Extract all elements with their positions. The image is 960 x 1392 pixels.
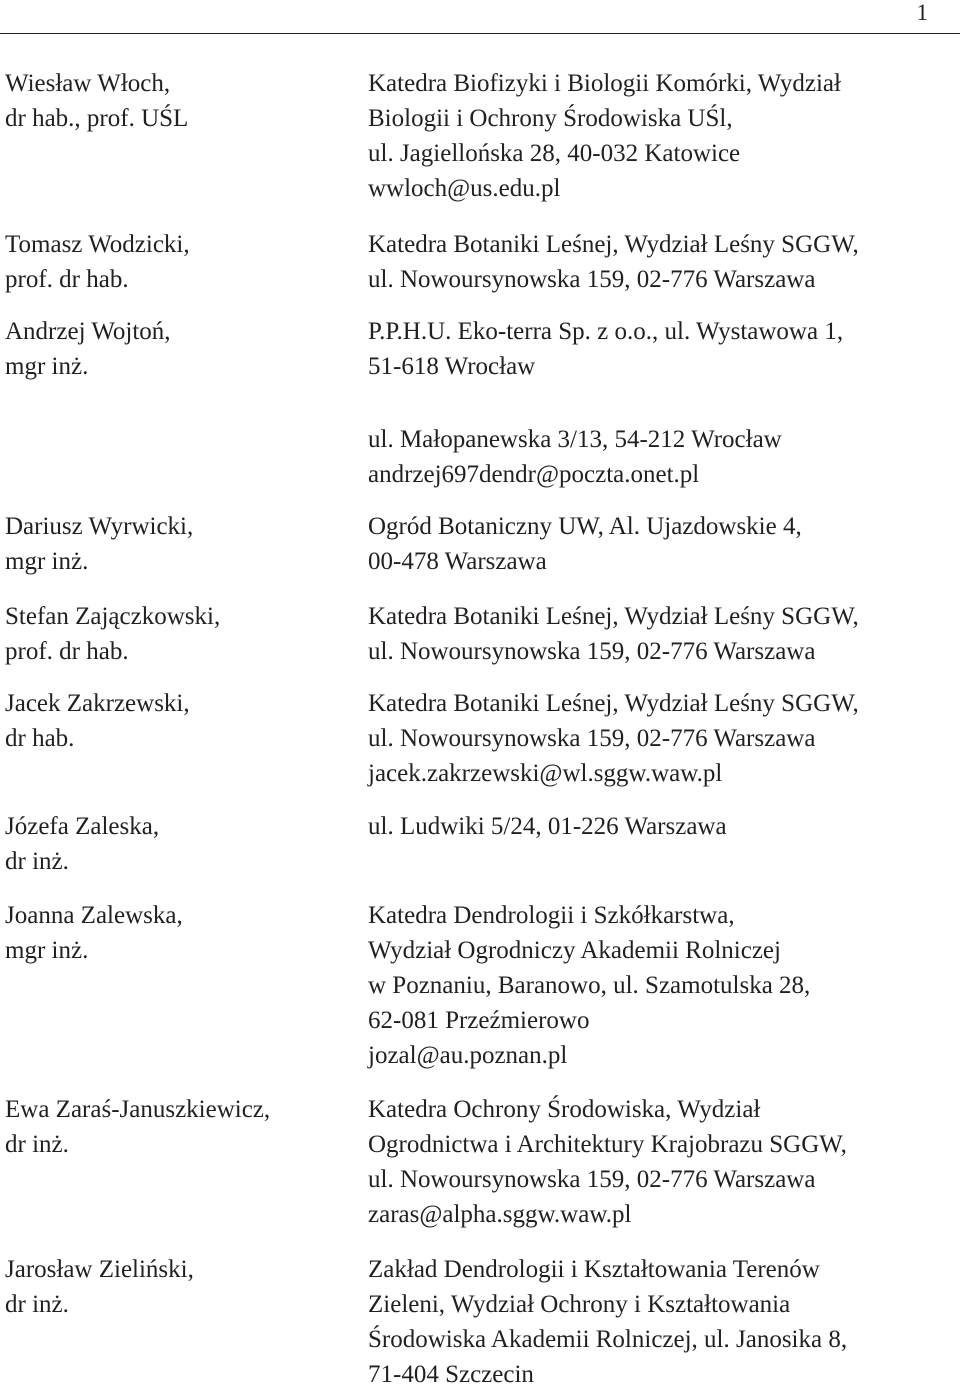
name-entry-zielinski [5, 1252, 194, 1322]
person-title: mgr inż. [5, 937, 89, 964]
address-line: ul. Małopanewska 3/13, 54-212 Wrocław [368, 426, 782, 453]
person-name: Dariusz Wyrwicki, [5, 513, 194, 540]
address-block-wojton-private [368, 422, 782, 492]
person-title: dr inż. [5, 1291, 69, 1318]
address-line: ul. Nowoursynowska 159, 02-776 Warszawa [368, 1166, 816, 1193]
person-name: Tomasz Wodzicki, [5, 231, 190, 258]
address-block-zajaczkowski [368, 599, 859, 669]
person-name: Wiesław Włoch, [5, 70, 171, 97]
person-title: prof. dr hab. [5, 638, 129, 665]
address-block-wyrwicki [368, 509, 802, 579]
address-line: 51-618 Wrocław [368, 353, 536, 380]
name-entry-zajaczkowski [5, 599, 220, 669]
email-text: andrzej697dendr@poczta.onet.pl [368, 461, 700, 488]
address-line: ul. Jagiellońska 28, 40-032 Katowice [368, 140, 741, 167]
address-block-zaleska [368, 809, 727, 844]
address-line: Zieleni, Wydział Ochrony i Kształtowania [368, 1291, 791, 1318]
email-text: jacek.zakrzewski@wl.sggw.waw.pl [368, 760, 723, 787]
address-line: Katedra Botaniki Leśnej, Wydział Leśny SGGW, [368, 603, 859, 630]
name-entry-wojton [5, 314, 171, 384]
name-entry-zaleska [5, 809, 159, 879]
address-block-zalewska [368, 898, 810, 1073]
address-line: Katedra Biofizyki i Biologii Komórki, Wydział [368, 70, 841, 97]
address-line: Wydział Ogrodniczy Akademii Rolniczej [368, 937, 781, 964]
person-name: Józefa Zaleska, [5, 813, 160, 840]
address-line: Zakład Dendrologii i Kształtowania Terenów [368, 1256, 820, 1283]
address-block-zaras-januszkiewicz [368, 1092, 847, 1232]
address-line: ul. Nowoursynowska 159, 02-776 Warszawa [368, 638, 816, 665]
email-text: zaras@alpha.sggw.waw.pl [368, 1201, 632, 1228]
name-entry-zalewska [5, 898, 183, 968]
address-line: 71-404 Szczecin [368, 1361, 534, 1388]
person-title: mgr inż. [5, 353, 89, 380]
name-entry-wloch [5, 66, 188, 136]
page-number: 1 [916, 0, 928, 25]
person-title: dr inż. [5, 848, 69, 875]
address-line: Katedra Botaniki Leśnej, Wydział Leśny SGGW, [368, 690, 859, 717]
address-block-zielinski [368, 1252, 847, 1392]
person-name: Jacek Zakrzewski, [5, 690, 190, 717]
person-title: dr hab., prof. UŚL [5, 105, 189, 132]
address-line: Katedra Dendrologii i Szkółkarstwa, [368, 902, 735, 929]
address-block-zakrzewski [368, 686, 859, 791]
address-line: 00-478 Warszawa [368, 548, 547, 575]
person-title: prof. dr hab. [5, 266, 129, 293]
address-line: Ogród Botaniczny UW, Al. Ujazdowskie 4, [368, 513, 802, 540]
address-line: Środowiska Akademii Rolniczej, ul. Janosika 8, [368, 1326, 848, 1353]
name-entry-wodzicki [5, 227, 190, 297]
name-entry-wyrwicki [5, 509, 193, 579]
person-title: dr inż. [5, 1131, 69, 1158]
address-line: Ogrodnictwa i Architektury Krajobrazu SGGW, [368, 1131, 847, 1158]
person-title: dr hab. [5, 725, 75, 752]
person-name: Stefan Zajączkowski, [5, 603, 221, 630]
address-block-wloch [368, 66, 841, 206]
person-name: Joanna Zalewska, [5, 902, 183, 929]
email-text: jozal@au.poznan.pl [368, 1042, 568, 1069]
address-line: w Poznaniu, Baranowo, ul. Szamotulska 28, [368, 972, 811, 999]
person-name: Andrzej Wojtoń, [5, 318, 171, 345]
address-line: Katedra Botaniki Leśnej, Wydział Leśny SGGW, [368, 231, 859, 258]
person-title: mgr inż. [5, 548, 89, 575]
address-line: ul. Ludwiki 5/24, 01-226 Warszawa [368, 813, 727, 840]
address-line: ul. Nowoursynowska 159, 02-776 Warszawa [368, 725, 816, 752]
address-line: 62-081 Przeźmierowo [368, 1007, 590, 1034]
address-block-wodzicki [368, 227, 859, 297]
address-line: Katedra Ochrony Środowiska, Wydział [368, 1096, 761, 1123]
address-line: ul. Nowoursynowska 159, 02-776 Warszawa [368, 266, 816, 293]
person-name: Jarosław Zieliński, [5, 1256, 194, 1283]
address-block-wojton [368, 314, 843, 384]
email-text: wwloch@us.edu.pl [368, 175, 561, 202]
header-rule [0, 33, 960, 34]
name-entry-zaras-januszkiewicz [5, 1092, 270, 1162]
address-line: P.P.H.U. Eko-terra Sp. z o.o., ul. Wystawowa 1, [368, 318, 844, 345]
name-entry-zakrzewski [5, 686, 190, 756]
address-line: Biologii i Ochrony Środowiska UŚl, [368, 105, 733, 132]
person-name: Ewa Zaraś-Januszkiewicz, [5, 1096, 271, 1123]
